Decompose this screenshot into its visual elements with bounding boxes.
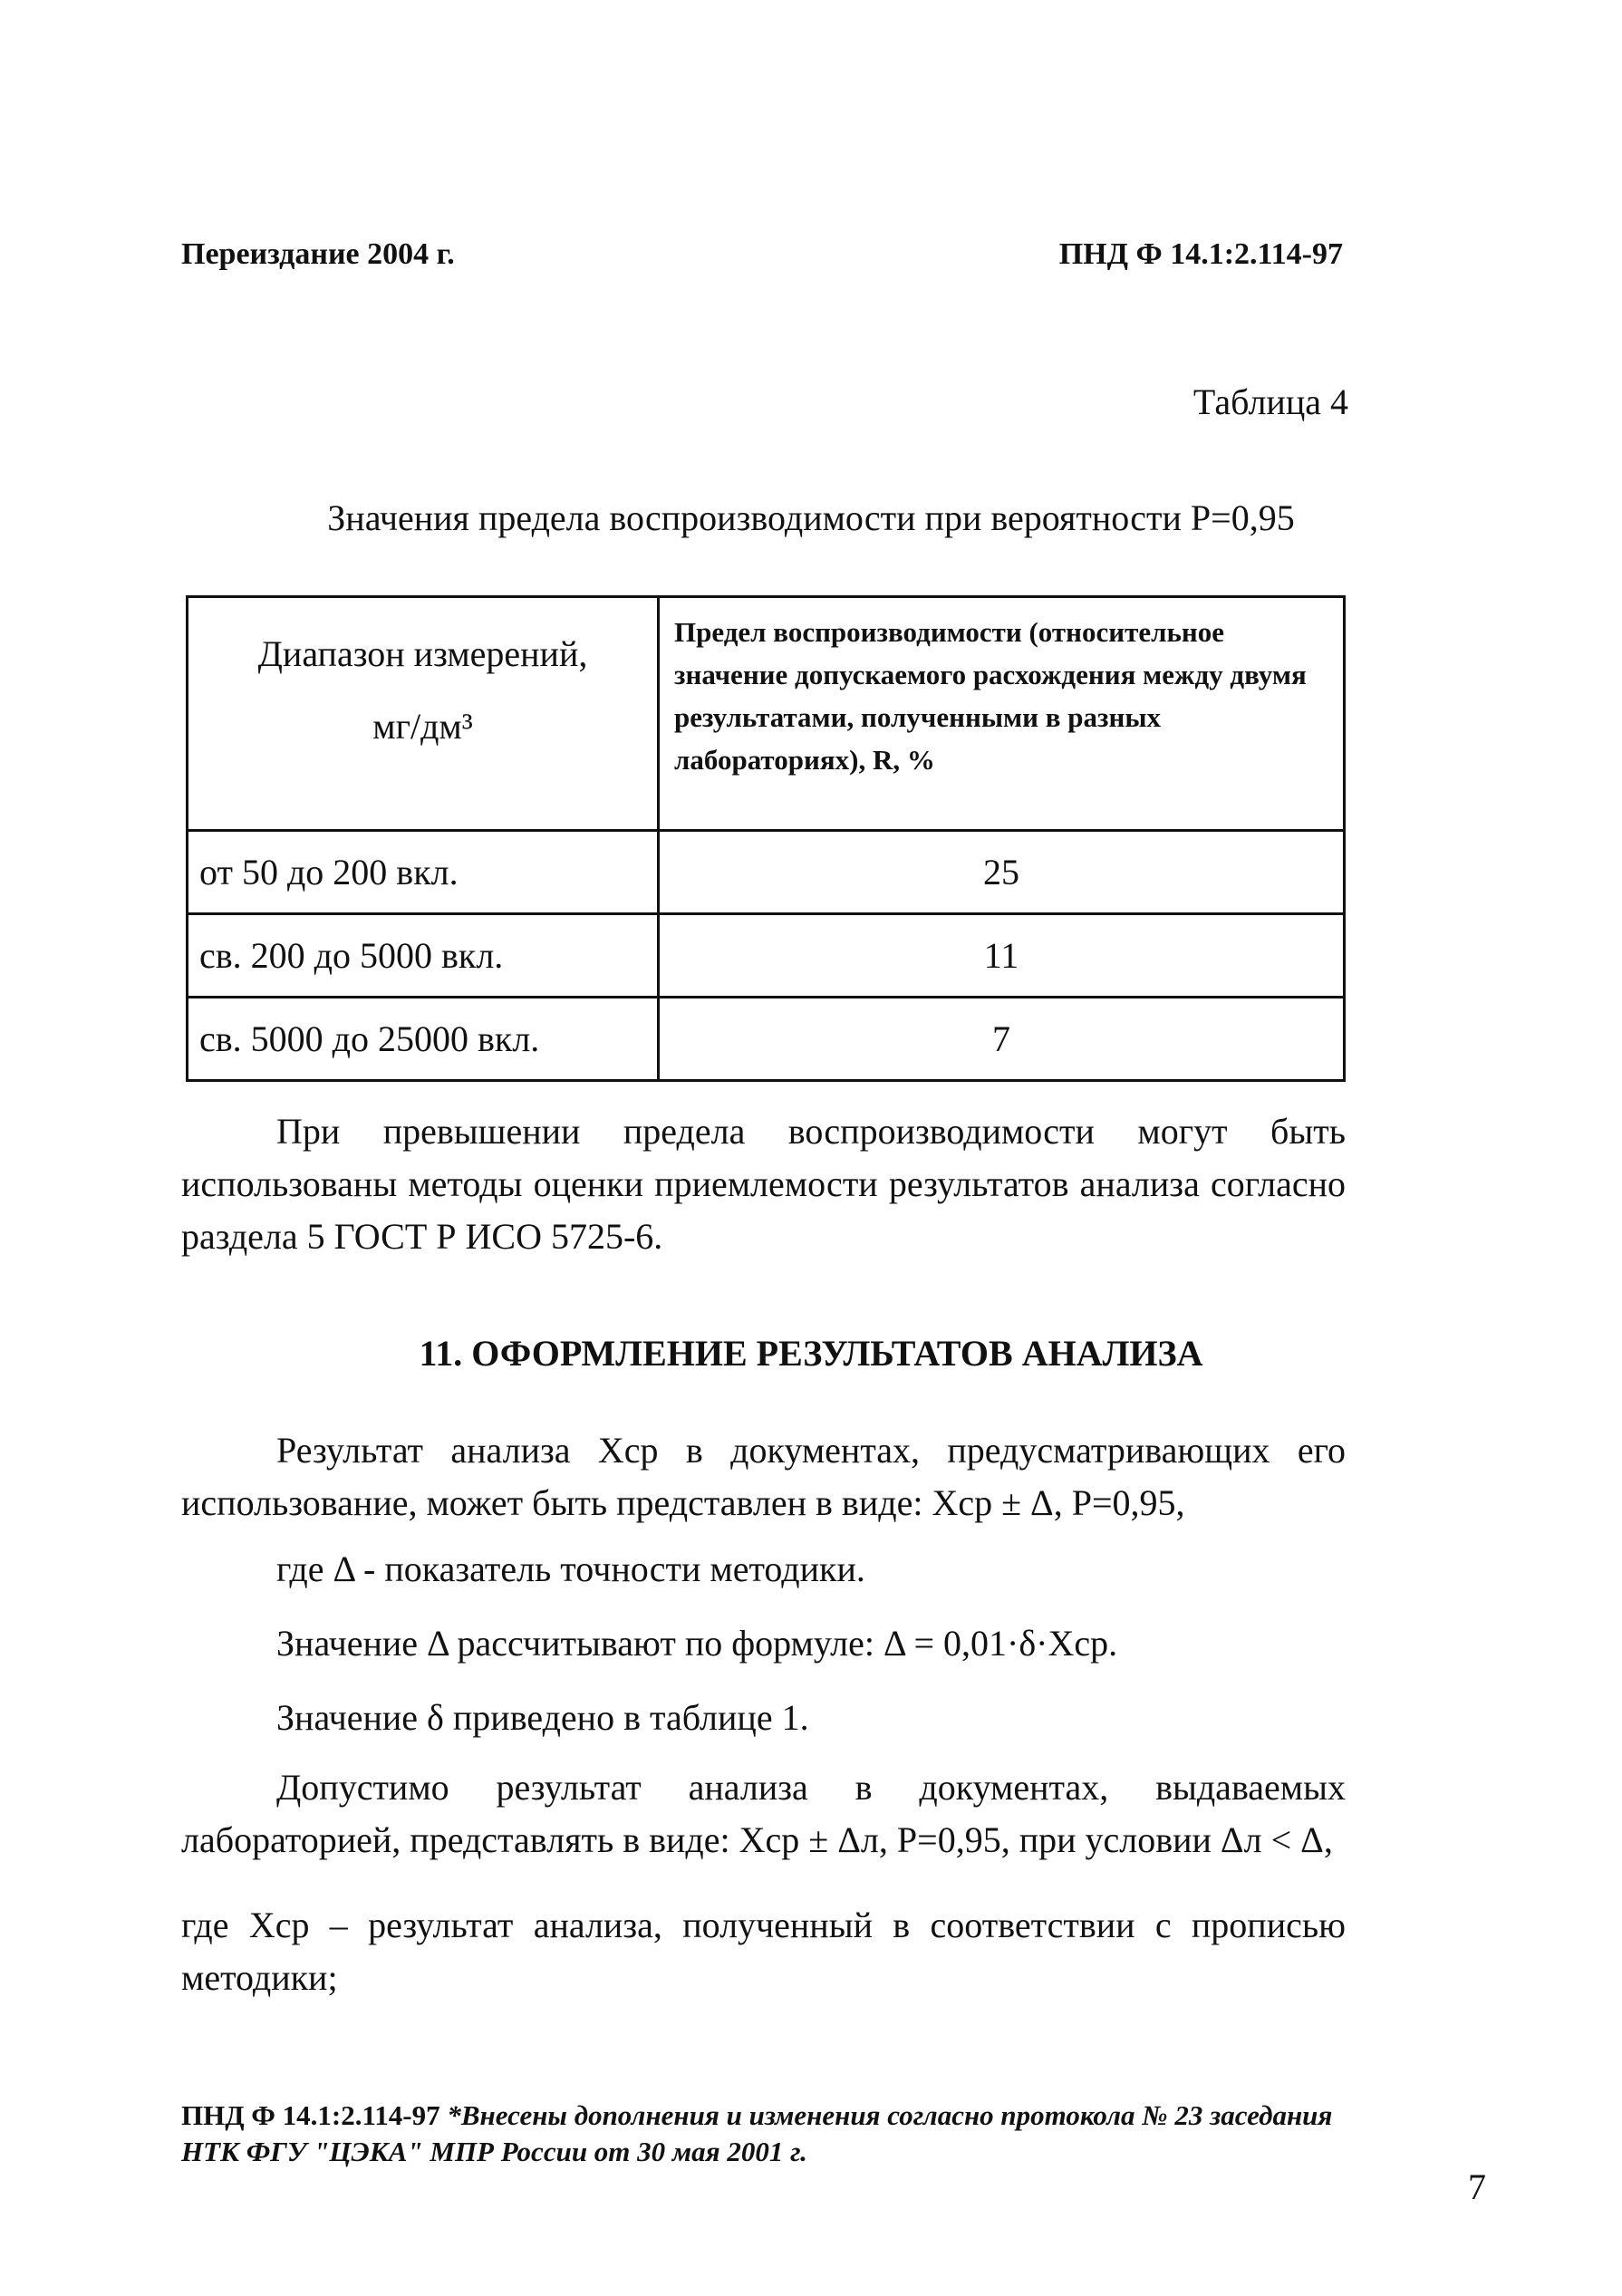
column-header-range-line1: Диапазон измерений, [257, 633, 588, 674]
result-paragraph-2: где Δ - показатель точности методики. [276, 1548, 865, 1589]
value-cell: 7 [659, 998, 1345, 1081]
column-header-range [188, 597, 659, 831]
table-row [188, 831, 1345, 914]
result-paragraph-3: Значение Δ рассчитывают по формуле: Δ = 0,01·δ·Xср. [276, 1623, 1118, 1664]
footer-amendment-note: *Внесены дополнения и изменения согласно протокола № 23 заседания НТК ФГУ "ЦЭКА" МПР России от 30 мая 2001 г. [181, 2099, 1333, 2167]
reproducibility-paragraph: При превышении предела воспроизводимости могут быть использованы методы оценки приемлемости результатов анализа согласно раздела 5 ГОСТ Р ИСО 5725-6. [181, 1111, 1346, 1257]
table-row [188, 998, 1345, 1081]
table-row [188, 914, 1345, 998]
result-paragraph-1: Результат анализа Xср в документах, предусматривающих его использование, может быть представлен в виде: Xср ± Δ, Р=0,95, [181, 1430, 1346, 1523]
result-paragraph-4: Значение δ приведено в таблице 1. [276, 1697, 809, 1738]
reissue-label: Переиздание 2004 г. [181, 237, 455, 271]
range-cell: св. 200 до 5000 вкл. [188, 914, 659, 998]
result-paragraph-5: Допустимо результат анализа в документах, выдаваемых лабораторией, представлять в виде: Xср ± Δл, Р=0,95, при условии Δл < Δ, [181, 1767, 1346, 1860]
footer-note [181, 2098, 1359, 2170]
section-title: 11. ОФОРМЛЕНИЕ РЕЗУЛЬТАТОВ АНАЛИЗА [419, 1333, 1203, 1374]
range-cell: св. 5000 до 25000 вкл. [188, 998, 659, 1081]
page-number: 7 [1468, 2166, 1486, 2207]
table-header-row [188, 597, 1345, 831]
table-title: Значения предела воспроизводимости при вероятности Р=0,95 [327, 497, 1295, 538]
table-label: Таблица 4 [1192, 381, 1348, 422]
result-paragraph-6: где Xср – результат анализа, полученный в соответствии с прописью методики; [181, 1905, 1346, 1998]
footer-document-code: ПНД Ф 14.1:2.114-97 [181, 2099, 440, 2131]
column-header-limit: Предел воспроизводимости (относительное значение допускаемого расхождения между двумя результатами, полученными в разных лабораториях), R, % [659, 597, 1345, 831]
document-code: ПНД Ф 14.1:2.114-97 [1058, 237, 1343, 271]
range-cell: от 50 до 200 вкл. [188, 831, 659, 914]
value-cell: 11 [659, 914, 1345, 998]
value-cell: 25 [659, 831, 1345, 914]
column-header-range-unit: мг/дм³ [372, 706, 473, 747]
reproducibility-table [186, 595, 1346, 1082]
